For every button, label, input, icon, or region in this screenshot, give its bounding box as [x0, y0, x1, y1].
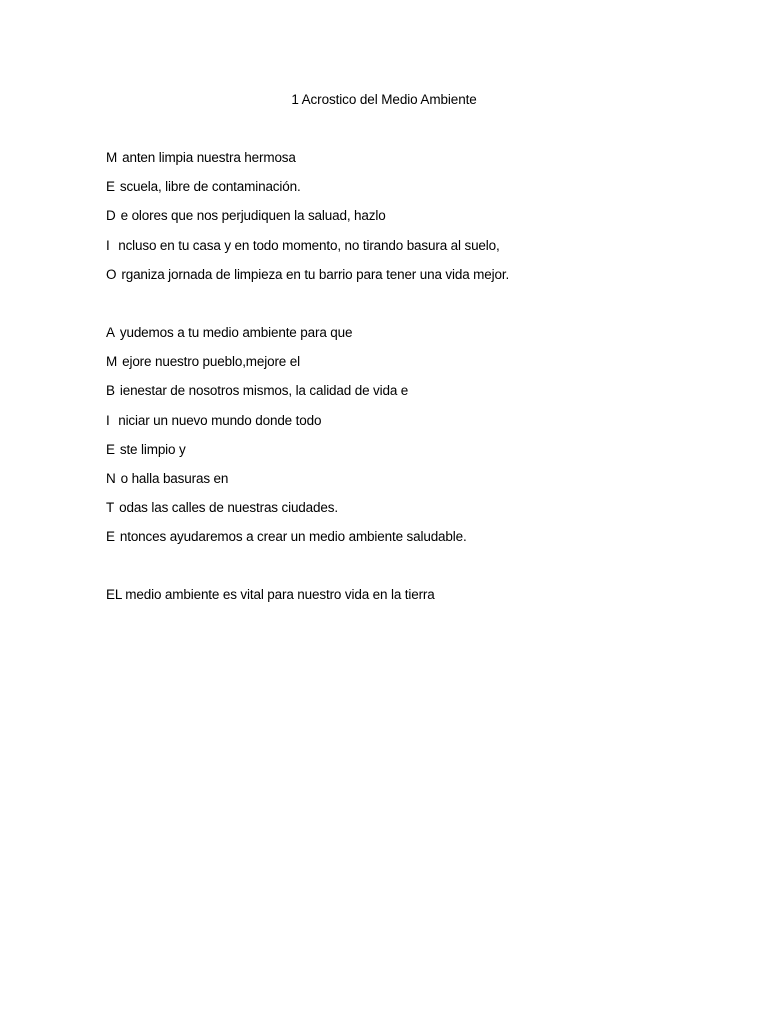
acrostic-line-text: ntonces ayudaremos a crear un medio ambiente saludable.: [119, 529, 467, 545]
acrostic-initial: A: [106, 325, 115, 340]
document-title: 1 Acrostico del Medio Ambiente: [291, 92, 477, 107]
acrostic-line: [106, 412, 467, 441]
acrostic-line: [106, 353, 467, 382]
acrostic-line: [106, 499, 467, 528]
acrostic-line-text: ienestar de nosotros mismos, la calidad de vida e: [119, 383, 409, 399]
acrostic-line-text: anten limpia nuestra hermosa: [122, 150, 296, 165]
acrostic-stanza-ambiente: [106, 324, 467, 558]
acrostic-line-text: scuela, libre de contaminación.: [119, 179, 301, 195]
acrostic-initial: E: [106, 529, 115, 545]
acrostic-initial: O: [106, 266, 117, 282]
acrostic-initial: I: [106, 412, 110, 428]
acrostic-line: [106, 470, 467, 499]
acrostic-initial: D: [106, 208, 116, 224]
closing-sentence: EL medio ambiente es vital para nuestro vida en la tierra: [106, 587, 435, 602]
acrostic-line: [106, 382, 467, 411]
acrostic-stanza-medio: [106, 149, 509, 295]
acrostic-initial: E: [106, 179, 115, 195]
acrostic-line-text: niciar un nuevo mundo donde todo: [114, 412, 322, 428]
acrostic-line-text: odas las calles de nuestras ciudades.: [119, 500, 338, 516]
acrostic-initial: B: [106, 383, 115, 399]
acrostic-line-text: e olores que nos perjudiquen la saluad, hazlo: [120, 208, 386, 224]
acrostic-line-text: ejore nuestro pueblo,mejore el: [122, 354, 300, 370]
acrostic-line-text: ncluso en tu casa y en todo momento, no tirando basura al suelo,: [114, 237, 500, 253]
acrostic-initial: M: [106, 354, 118, 370]
acrostic-line: [106, 441, 467, 470]
acrostic-line: [106, 178, 509, 207]
acrostic-line: [106, 207, 509, 236]
acrostic-initial: M: [106, 150, 118, 165]
acrostic-line-text: rganiza jornada de limpieza en tu barrio para tener una vida mejor.: [121, 266, 510, 282]
acrostic-line: [106, 237, 509, 266]
acrostic-line-text: yudemos a tu medio ambiente para que: [119, 325, 353, 340]
acrostic-line-text: ste limpio y: [119, 441, 186, 457]
acrostic-initial: N: [106, 470, 116, 486]
acrostic-line: [106, 266, 509, 295]
acrostic-initial: T: [106, 500, 115, 516]
acrostic-line: [106, 528, 467, 557]
acrostic-line: [106, 149, 509, 178]
acrostic-line: [106, 324, 467, 353]
acrostic-initial: E: [106, 441, 115, 457]
acrostic-line-text: o halla basuras en: [120, 470, 229, 486]
acrostic-initial: I: [106, 237, 110, 253]
